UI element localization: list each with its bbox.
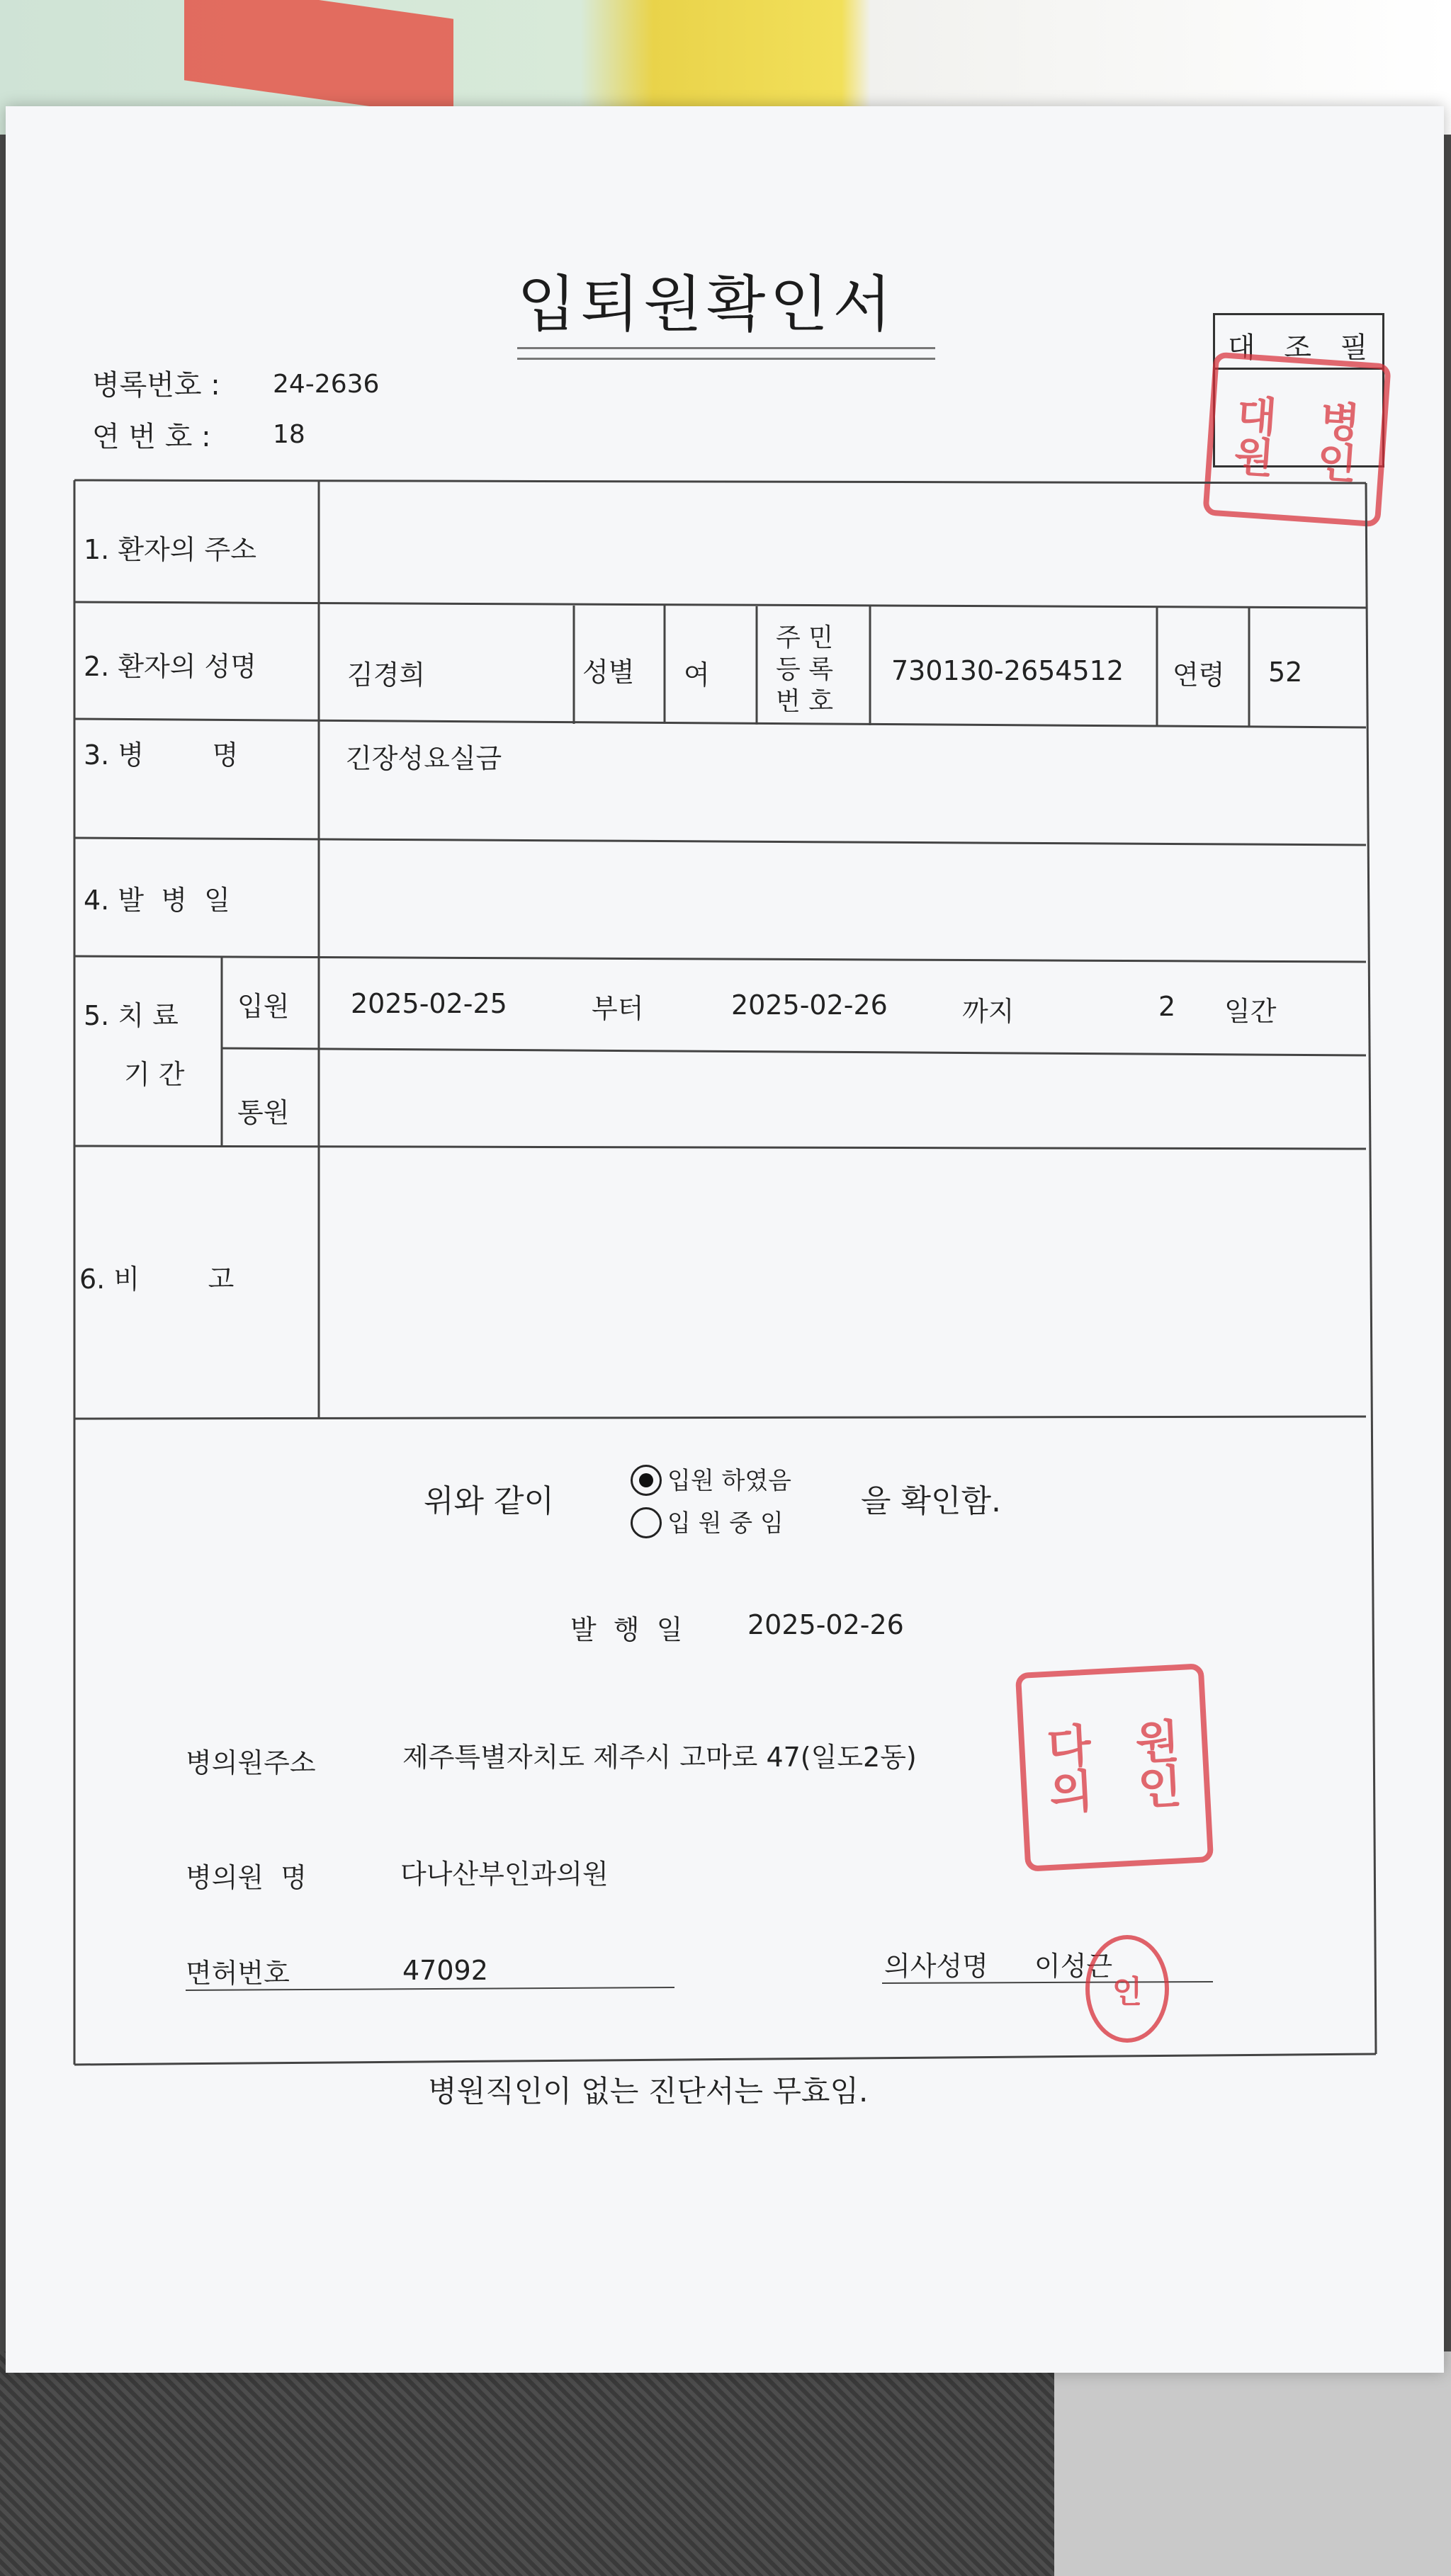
serial-no-label: 연 번 호 :: [92, 421, 211, 453]
doctor-seal-icon: 인: [1085, 1935, 1169, 2043]
days-unit: 일간: [1224, 996, 1277, 1027]
disease-value: 긴장성요실금: [346, 743, 502, 774]
hospital-seal-icon: 다 원 의 인: [1015, 1663, 1214, 1872]
hospital-name-value: 다나산부인과의원: [400, 1859, 609, 1890]
confirm-suffix: 을 확인함.: [861, 1483, 1001, 1519]
hospital-name-label: 병의원 명: [186, 1862, 307, 1893]
sex-value: 여: [684, 659, 710, 691]
option-in-hospital-label: 입 원 중 임: [667, 1509, 784, 1538]
inpatient-label: 입원: [237, 991, 290, 1022]
license-value: 47092: [402, 1955, 488, 1986]
rrn-label-2: 등 록: [776, 655, 833, 684]
inpatient-end: 2025-02-26: [731, 989, 888, 1021]
remarks-label: 6. 비 고: [79, 1264, 235, 1295]
patient-name-label: 2. 환자의 성명: [84, 651, 256, 682]
outpatient-label: 통원: [237, 1097, 290, 1128]
footer-note: 병원직인이 없는 진단서는 무효임.: [428, 2074, 869, 2109]
patient-name-value: 김경희: [347, 659, 426, 691]
radio-admitted[interactable]: [631, 1465, 662, 1496]
sex-label: 성별: [582, 657, 635, 688]
record-no-label: 병록번호 :: [92, 369, 220, 402]
rrn-label-3: 번 호: [776, 687, 833, 716]
doctor-name: 이성근: [1034, 1951, 1113, 1982]
address-label: 1. 환자의 주소: [84, 534, 256, 565]
age-value: 52: [1268, 657, 1303, 688]
age-label: 연령: [1173, 659, 1225, 691]
hospital-address-value: 제주특별자치도 제주시 고마로 47(일도2동): [402, 1742, 917, 1773]
until-label: 까지: [962, 996, 1015, 1027]
inpatient-start: 2025-02-25: [351, 988, 507, 1019]
onset-label: 4. 발 병 일: [84, 885, 230, 916]
treatment-label-1: 5. 치 료: [84, 1000, 179, 1031]
doctor-label: 의사성명: [884, 1951, 988, 1982]
from-label: 부터: [592, 993, 644, 1024]
record-no-value: 24-2636: [273, 370, 380, 399]
serial-no-value: 18: [273, 420, 305, 449]
rrn-value: 730130-2654512: [891, 655, 1124, 686]
document-title: 입퇴원확인서: [517, 269, 896, 340]
issue-date-label: 발 행 일: [570, 1614, 683, 1645]
rrn-label-1: 주 민: [776, 623, 833, 652]
inpatient-days: 2: [1158, 991, 1176, 1022]
option-admitted-label: 입원 하였음: [667, 1467, 792, 1495]
treatment-label-2: 기 간: [124, 1059, 185, 1090]
license-label: 면허번호: [186, 1958, 290, 1989]
radio-in-hospital[interactable]: [631, 1507, 662, 1538]
issue-date-value: 2025-02-26: [747, 1609, 904, 1640]
verification-seal-icon: 대 병 원 인: [1202, 352, 1391, 528]
confirm-prefix: 위와 같이: [424, 1483, 555, 1519]
hospital-address-label: 병의원주소: [186, 1747, 316, 1778]
disease-label: 3. 병 명: [84, 739, 239, 771]
verification-label: 대 조 필: [1228, 331, 1378, 364]
